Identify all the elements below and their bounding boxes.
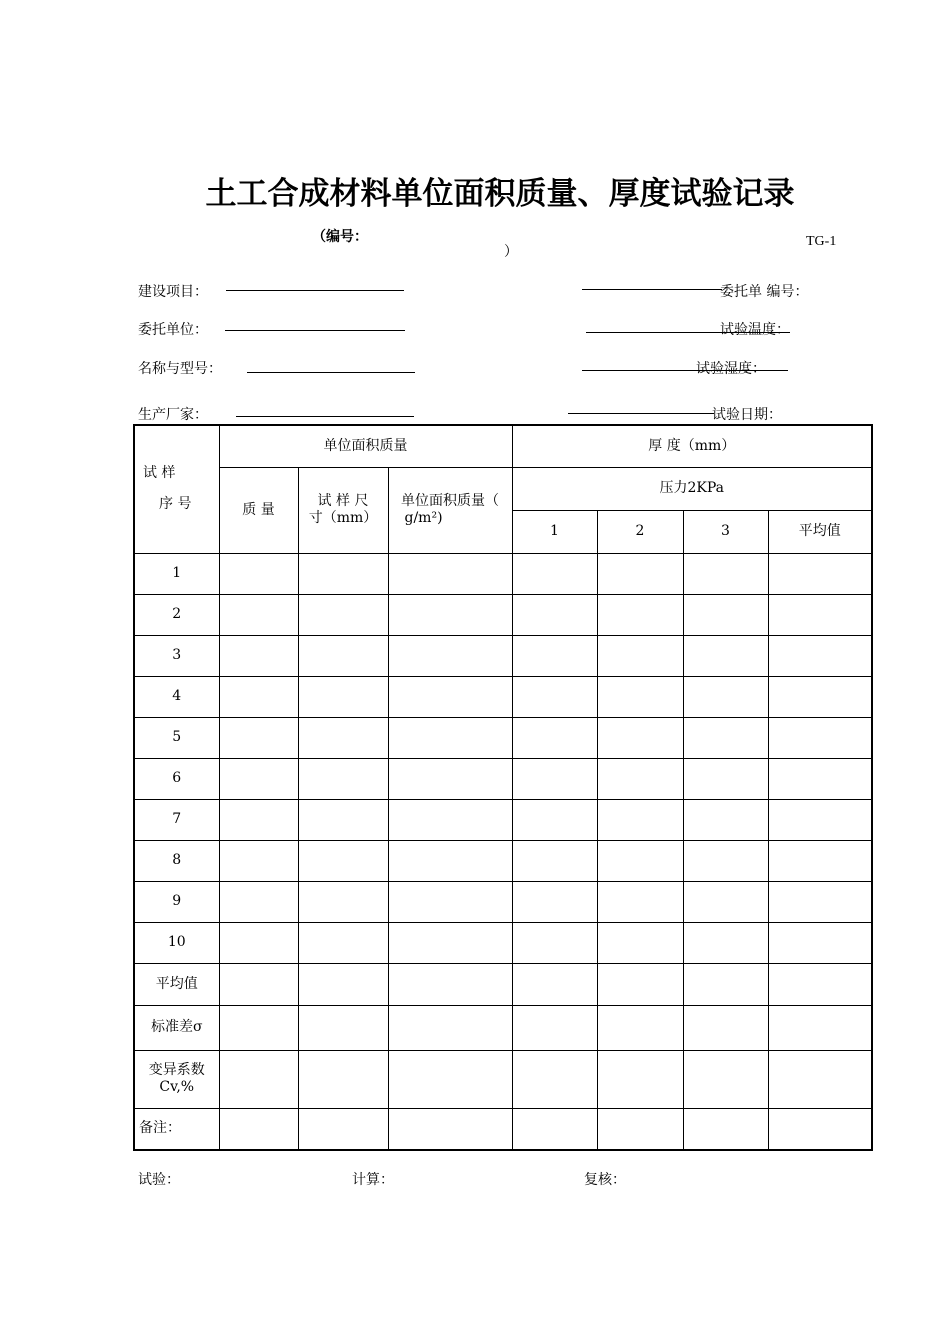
- remarks-label: 备注：: [134, 1108, 219, 1150]
- cell[interactable]: [219, 717, 298, 758]
- table-row: [134, 758, 872, 799]
- cell[interactable]: [683, 758, 768, 799]
- thickness-col-2: 2: [597, 510, 683, 553]
- row-number: 3: [134, 635, 219, 676]
- cell[interactable]: [512, 799, 597, 840]
- cell[interactable]: [597, 717, 683, 758]
- cell[interactable]: [768, 963, 872, 1005]
- thickness-col-3: 3: [683, 510, 768, 553]
- cell[interactable]: [388, 840, 512, 881]
- form-number: TG-1: [806, 234, 837, 249]
- cell[interactable]: [597, 922, 683, 963]
- cell[interactable]: [219, 758, 298, 799]
- cv-line2: Cv,%: [159, 1079, 195, 1095]
- table-row: [134, 676, 872, 717]
- table-row: [134, 594, 872, 635]
- cell[interactable]: [597, 799, 683, 840]
- tester-label: 试验：: [138, 1172, 180, 1188]
- cell[interactable]: [683, 553, 768, 594]
- client-label: 委托单位：: [138, 322, 208, 338]
- cell[interactable]: [683, 1005, 768, 1050]
- cell[interactable]: [512, 963, 597, 1005]
- cell[interactable]: [298, 635, 388, 676]
- cell[interactable]: [388, 1005, 512, 1050]
- record-table: [133, 424, 873, 1151]
- commission-no-line[interactable]: [582, 289, 722, 290]
- cell[interactable]: [512, 881, 597, 922]
- cell[interactable]: [388, 963, 512, 1005]
- table-row: [134, 840, 872, 881]
- avg-row-label: 平均值: [134, 963, 219, 1005]
- thickness-col-avg: 平均值: [768, 510, 872, 553]
- cell[interactable]: [768, 840, 872, 881]
- code-close-label: ）: [504, 244, 518, 260]
- calculator-label: 计算：: [352, 1172, 394, 1188]
- cell[interactable]: [388, 553, 512, 594]
- thickness-col-1: 1: [512, 510, 597, 553]
- cell[interactable]: [768, 1005, 872, 1050]
- row-number: 1: [134, 553, 219, 594]
- cell[interactable]: [597, 1005, 683, 1050]
- cell[interactable]: [512, 1108, 597, 1150]
- cell[interactable]: [597, 635, 683, 676]
- unit-area-mass-group-header: 单位面积质量: [219, 425, 512, 467]
- cell[interactable]: [388, 1050, 512, 1108]
- cell[interactable]: [597, 553, 683, 594]
- row-number: 8: [134, 840, 219, 881]
- cell[interactable]: [597, 881, 683, 922]
- cell[interactable]: [683, 922, 768, 963]
- test-date-label: 试验日期：: [712, 407, 782, 423]
- page-title: 土工合成材料单位面积质量、厚度试验记录: [205, 176, 795, 212]
- reviewer-label: 复核：: [584, 1172, 626, 1188]
- cell[interactable]: [512, 553, 597, 594]
- table-row: [134, 881, 872, 922]
- cell[interactable]: [683, 799, 768, 840]
- cell[interactable]: [683, 881, 768, 922]
- project-line[interactable]: [226, 290, 404, 291]
- cell[interactable]: [597, 1050, 683, 1108]
- cell[interactable]: [768, 758, 872, 799]
- cell[interactable]: [683, 635, 768, 676]
- cell[interactable]: [388, 676, 512, 717]
- cv-row-label: [134, 1050, 219, 1108]
- cell[interactable]: [388, 758, 512, 799]
- cell[interactable]: [512, 635, 597, 676]
- code-open-label: （编号：: [312, 229, 368, 245]
- row-number: 6: [134, 758, 219, 799]
- cell[interactable]: [219, 1108, 298, 1150]
- name-model-label: 名称与型号：: [138, 361, 222, 377]
- cell[interactable]: [219, 881, 298, 922]
- test-date-line[interactable]: [568, 413, 714, 414]
- cell[interactable]: [768, 635, 872, 676]
- cell[interactable]: [219, 1005, 298, 1050]
- unit-area-mass-line1: 单位面积质量（: [401, 493, 499, 509]
- cell[interactable]: [388, 717, 512, 758]
- cell[interactable]: [597, 1108, 683, 1150]
- cell[interactable]: [298, 594, 388, 635]
- cell[interactable]: [768, 922, 872, 963]
- project-label: 建设项目：: [138, 284, 208, 300]
- cell[interactable]: [768, 1108, 872, 1150]
- thickness-group-header: 厚 度（mm）: [512, 425, 872, 467]
- cell[interactable]: [597, 594, 683, 635]
- cell[interactable]: [298, 1005, 388, 1050]
- table-row: [134, 717, 872, 758]
- std-row-label: 标准差σ: [134, 1005, 219, 1050]
- cell[interactable]: [388, 922, 512, 963]
- cell[interactable]: [512, 840, 597, 881]
- cell[interactable]: [512, 758, 597, 799]
- cell[interactable]: [298, 881, 388, 922]
- cell[interactable]: [219, 553, 298, 594]
- cell[interactable]: [512, 717, 597, 758]
- row-number: 10: [134, 922, 219, 963]
- cell[interactable]: [298, 840, 388, 881]
- manufacturer-label: 生产厂家：: [138, 407, 208, 423]
- manufacturer-line[interactable]: [236, 416, 414, 417]
- cell[interactable]: [768, 1050, 872, 1108]
- test-humidity-label: 试验湿度：: [696, 361, 766, 377]
- cell[interactable]: [219, 1050, 298, 1108]
- cell[interactable]: [298, 553, 388, 594]
- sample-no-line2: 序 号: [159, 496, 192, 513]
- test-temp-label: 试验温度：: [720, 322, 790, 338]
- cell[interactable]: [683, 676, 768, 717]
- table-row: [134, 553, 872, 594]
- cell[interactable]: [512, 676, 597, 717]
- sample-no-header: [134, 425, 219, 553]
- cell[interactable]: [597, 963, 683, 1005]
- commission-no-label: 委托单 编号：: [720, 284, 809, 300]
- row-number: 7: [134, 799, 219, 840]
- pressure-header: 压力2KPa: [512, 467, 872, 510]
- cell[interactable]: [512, 922, 597, 963]
- cell[interactable]: [219, 676, 298, 717]
- cell[interactable]: [388, 799, 512, 840]
- cell[interactable]: [388, 594, 512, 635]
- cell[interactable]: [597, 840, 683, 881]
- cell[interactable]: [683, 1108, 768, 1150]
- cell[interactable]: [597, 676, 683, 717]
- cell[interactable]: [683, 840, 768, 881]
- cell[interactable]: [298, 758, 388, 799]
- cell[interactable]: [768, 553, 872, 594]
- cell[interactable]: [298, 922, 388, 963]
- cell[interactable]: [219, 922, 298, 963]
- cell[interactable]: [298, 1108, 388, 1150]
- row-number: 4: [134, 676, 219, 717]
- mass-header: 质 量: [219, 467, 298, 553]
- table-row: [134, 635, 872, 676]
- cell[interactable]: [298, 1050, 388, 1108]
- cell[interactable]: [388, 1108, 512, 1150]
- cell[interactable]: [597, 758, 683, 799]
- cell[interactable]: [298, 676, 388, 717]
- cell[interactable]: [219, 594, 298, 635]
- cell[interactable]: [219, 840, 298, 881]
- cell[interactable]: [768, 676, 872, 717]
- sample-no-line1: 试 样: [143, 465, 176, 482]
- row-number: 9: [134, 881, 219, 922]
- sample-size-line2: 寸（mm）: [308, 510, 378, 526]
- cv-line1: 变异系数: [148, 1062, 205, 1078]
- table-row: [134, 922, 872, 963]
- cell[interactable]: [768, 594, 872, 635]
- row-number: 2: [134, 594, 219, 635]
- cell[interactable]: [512, 594, 597, 635]
- cell[interactable]: [768, 881, 872, 922]
- cell[interactable]: [768, 799, 872, 840]
- name-model-line[interactable]: [247, 372, 415, 373]
- cell[interactable]: [512, 1050, 597, 1108]
- cell[interactable]: [219, 799, 298, 840]
- cell[interactable]: [388, 635, 512, 676]
- cell[interactable]: [768, 717, 872, 758]
- cell[interactable]: [298, 963, 388, 1005]
- sample-size-header: [298, 467, 388, 553]
- cell[interactable]: [683, 594, 768, 635]
- cell[interactable]: [219, 635, 298, 676]
- table-row: [134, 799, 872, 840]
- unit-area-mass-line2: g/m²): [404, 510, 443, 526]
- sample-size-line1: 试 样 尺: [317, 493, 369, 509]
- row-number: 5: [134, 717, 219, 758]
- cell[interactable]: [683, 963, 768, 1005]
- cell[interactable]: [388, 881, 512, 922]
- cell[interactable]: [298, 717, 388, 758]
- cell[interactable]: [219, 963, 298, 1005]
- client-line[interactable]: [225, 330, 405, 331]
- cell[interactable]: [298, 799, 388, 840]
- cell[interactable]: [683, 1050, 768, 1108]
- cell[interactable]: [683, 717, 768, 758]
- unit-area-mass-header: [388, 467, 512, 553]
- cell[interactable]: [512, 1005, 597, 1050]
